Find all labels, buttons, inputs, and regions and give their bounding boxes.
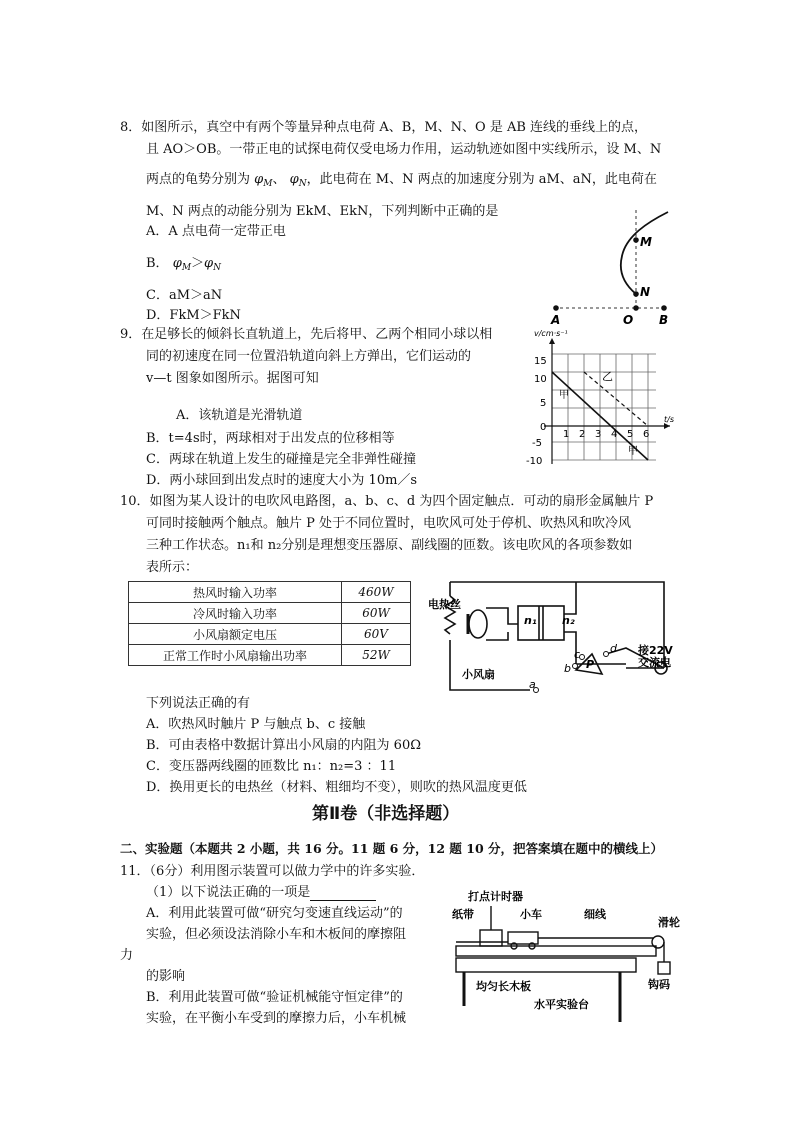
point-o [633, 305, 639, 311]
contact-b [573, 664, 578, 669]
label-o: O [623, 313, 634, 327]
q10-line4: 表所示： [146, 560, 199, 575]
q9-xtick-5: 5 [627, 429, 634, 440]
pulley [652, 936, 664, 948]
timer [480, 930, 502, 946]
table-row [129, 645, 411, 666]
q9-ytick-0: 0 [540, 422, 547, 433]
q9-ytick-neg5: -5 [532, 438, 542, 449]
table-value: 52W [342, 645, 411, 666]
table-value: 60W [342, 603, 411, 624]
q9-xtick-3: 3 [595, 429, 602, 440]
source-label-2: 交流电 [638, 656, 671, 669]
q11-option-b-2: 实验，在平衡小车受到的摩擦力后，小车机械 [146, 1011, 407, 1026]
q8-line3 [146, 172, 657, 192]
q9-ytick-neg10: -10 [526, 456, 543, 467]
q8-line2: 且 AO＞OB。一带正电的试探电荷仅受电场力作用，运动轨迹如图中实线所示，设 M、N [146, 142, 662, 157]
answer-blank[interactable] [310, 888, 376, 901]
q8-line1: 8．如图所示，真空中有两个等量异种点电荷 A、B，M、N、O 是 AB 连线的垂线上的点， [120, 120, 648, 135]
contact-d [604, 652, 609, 657]
q10-line1: 10．如图为某人设计的电吹风电路图，a、b、c、d 为四个固定触点．可动的扇形金属触片 P [120, 494, 654, 509]
q8-option-b-prefix: B． [146, 256, 169, 271]
cart-label: 小车 [520, 908, 542, 921]
q9-xtick-1: 1 [563, 429, 570, 440]
q10-option-c: C．变压器两线圈的匝数比 n₁：n₂=3 ：11 [146, 759, 397, 774]
tape-label: 纸带 [452, 908, 474, 921]
contact-c [580, 655, 585, 660]
q9-option-b: B．t=4s时，两球相对于出发点的位移相等 [146, 431, 395, 446]
q11-option-a-4: 的影响 [146, 969, 186, 984]
q9-line1: 9．在足够长的倾斜长直轨道上，先后将甲、乙两个相同小球以相 [120, 327, 493, 342]
section-2-heading: 二、实验题（本题共 2 小题，共 16 分。11 题 6 分，12 题 10 分，把答案填在题中的横线上） [120, 841, 663, 856]
point-b [661, 305, 667, 311]
fan-label: 小风扇 [462, 668, 495, 681]
q8-option-b-gt: ＞ [191, 256, 205, 271]
table-key: 冷风时输入功率 [129, 603, 342, 624]
q9-label-yi: 乙 [602, 370, 613, 383]
table-label: 水平实验台 [534, 998, 589, 1011]
heater-label-1: 电热丝 [428, 598, 461, 611]
label-contact-c: c [574, 648, 581, 661]
q11-line2 [146, 885, 376, 901]
point-a [553, 305, 559, 311]
q9-ytick-10: 10 [534, 374, 547, 385]
q9-line2: 同的初速度在同一位置沿轨道向斜上方弹出，它们运动的 [146, 349, 472, 364]
table-row [129, 582, 411, 603]
q9-y-label: v/cm·s⁻¹ [534, 330, 568, 338]
q11-line2-text: （1）以下说法正确的一项是 [146, 885, 311, 900]
q8-option-b-phi-m-sub: M [181, 263, 192, 273]
q8-option-c: C．aM＞aN [146, 288, 223, 303]
point-m [633, 237, 639, 243]
q9-v-arrow [549, 338, 555, 344]
q8-option-b [146, 256, 221, 276]
label-m: M [640, 235, 652, 249]
label-n1: n₁ [524, 614, 537, 627]
q10-line3: 三种工作状态。n₁和 n₂分别是理想变压器原、副线圈的匝数。该电吹风的各项参数如 [146, 538, 633, 553]
q9-line3: v—t 图象如图所示。据图可知 [146, 371, 319, 386]
pulley-label: 滑轮 [658, 916, 680, 929]
table-value: 460W [342, 582, 411, 603]
q9-option-a: A．该轨道是光滑轨道 [176, 408, 303, 423]
q10-left-wire [450, 640, 530, 690]
table-key: 热风时输入功率 [129, 582, 342, 603]
board-label: 均匀长木板 [476, 980, 531, 993]
q8-line3-text: 两点的龟势分别为 [146, 172, 251, 187]
source-label-1: 接22V [638, 644, 673, 657]
table-key: 正常工作时小风扇输出功率 [129, 645, 342, 666]
table-value: 60V [342, 624, 411, 645]
q11-option-b-1: B．利用此装置可做“验证机械能守恒定律”的 [146, 990, 403, 1005]
q9-xtick-6: 6 [643, 429, 650, 440]
table-row [129, 603, 411, 624]
timer-label: 打点计时器 [468, 890, 523, 903]
q8-option-d: D．FkM＞FkN [146, 308, 241, 323]
q9-label-jia: 甲 [559, 390, 569, 401]
part2-title: 第Ⅱ卷（非选择题） [312, 804, 460, 824]
q11-option-a-1: A．利用此装置可做“研究匀变速直线运动”的 [146, 906, 403, 921]
experiment-table [456, 958, 636, 972]
table-row [129, 624, 411, 645]
q9-x-label: t/s [664, 415, 674, 424]
label-contact-p: P [586, 658, 595, 671]
q10-prompt: 下列说法正确的有 [146, 696, 251, 711]
phi-n-sub: N [298, 179, 307, 189]
q11-option-a-3: 力 [120, 948, 134, 963]
long-board [456, 946, 656, 956]
q10-circuit-diagram [426, 578, 696, 698]
label-n2: n₂ [562, 614, 575, 627]
q10-spec-table [128, 581, 411, 666]
label-contact-b: b [564, 662, 571, 675]
hook-weight [658, 962, 670, 974]
q10-top-wire [450, 582, 664, 668]
q10-option-a: A．吹热风时触片 P 与触点 b、c 接触 [146, 717, 366, 732]
q11-option-a-2: 实验，但必须设法消除小车和木板间的摩擦阻 [146, 927, 407, 942]
q9-vt-graph [520, 330, 680, 470]
q8-figure [540, 208, 680, 328]
table-key: 小风扇额定电压 [129, 624, 342, 645]
q8-option-b-phi-m: φ [172, 256, 182, 271]
q10-option-b: B．可由表格中数据计算出小风扇的内阻为 60Ω [146, 738, 422, 753]
q9-option-c: C．两球在轨道上发生的碰撞是完全非弹性碰撞 [146, 452, 416, 467]
label-a: A [551, 313, 561, 327]
q9-ytick-15: 15 [534, 356, 547, 367]
q8-line3-rest: ，此电荷在 M、N 两点的加速度分别为 aM、aN，此电荷在 [306, 172, 657, 187]
string-label: 细线 [584, 908, 606, 921]
fan-motor [469, 610, 487, 638]
phi-sep: 、 [272, 172, 286, 187]
q8-line4: M、N 两点的动能分别为 EkM、EkN，下列判断中正确的是 [146, 204, 499, 219]
q9-label-jia-2: 甲 [628, 446, 638, 457]
q10-option-d: D．换用更长的电热丝（材料、粗细均不变），则吹的热风温度更低 [146, 780, 527, 795]
label-contact-d: d [610, 642, 617, 655]
q8-option-b-phi-n-sub: N [213, 263, 222, 273]
q11-apparatus-figure [450, 886, 690, 1026]
q11-line1: 11．（6分）利用图示装置可以做力学中的许多实验． [120, 864, 425, 879]
q10-line2: 可同时接触两个触点。触片 P 处于不同位置时，电吹风可处于停机、吹热风和吹冷风 [146, 516, 632, 531]
weight-label: 钩码 [648, 978, 670, 991]
q9-option-d: D．两小球回到出发点时的速度大小为 10m／s [146, 473, 418, 488]
point-n [633, 291, 639, 297]
phi-n: φ [289, 172, 299, 187]
q8-option-b-phi-n: φ [204, 256, 214, 271]
label-contact-a: a [529, 678, 536, 691]
label-n: N [640, 285, 651, 299]
q9-xtick-4: 4 [611, 429, 618, 440]
phi-m: φ [254, 172, 264, 187]
label-b: B [659, 313, 669, 327]
q9-xtick-2: 2 [579, 429, 586, 440]
q8-trajectory [621, 212, 668, 294]
cart [508, 932, 538, 944]
q8-option-a: A．A 点电荷一定带正电 [146, 224, 286, 239]
q9-ytick-5: 5 [540, 398, 547, 409]
phi-m-sub: M [263, 179, 273, 189]
